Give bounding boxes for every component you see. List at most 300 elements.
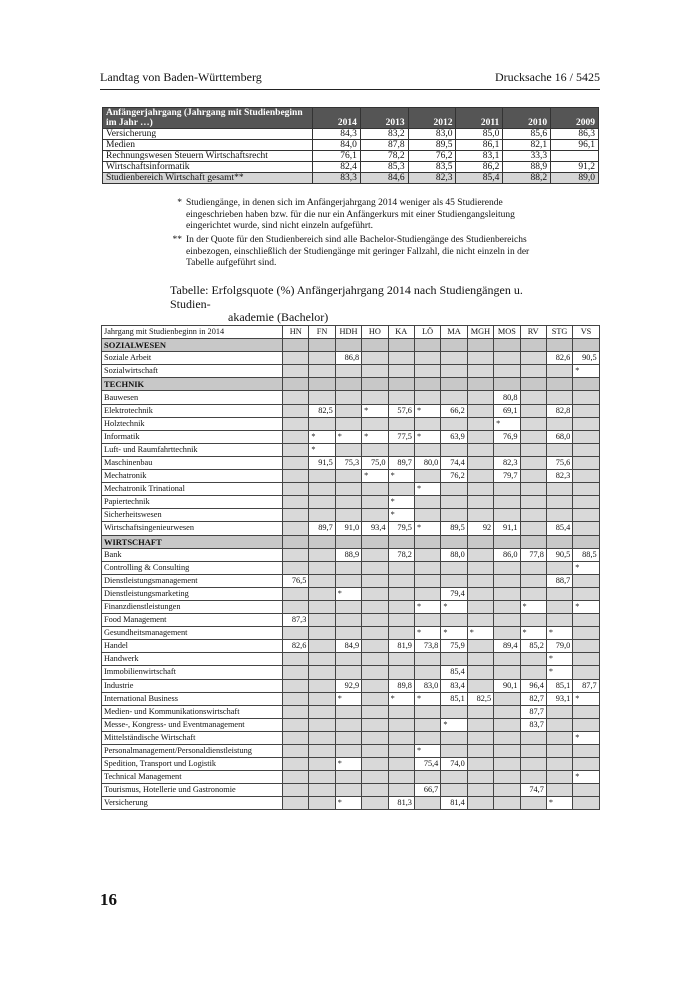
- table2-header-row: [102, 326, 600, 339]
- table2-section-cell: [520, 339, 546, 352]
- table2-cell: 57,6: [388, 404, 414, 417]
- table2-row: [102, 679, 600, 692]
- table2-cell: *: [362, 404, 388, 417]
- table2-cell: [494, 365, 520, 378]
- table2-cell: 93,4: [362, 522, 388, 535]
- table2-cell: [414, 731, 440, 744]
- table2-cell: [283, 509, 309, 522]
- table2-cell: *: [520, 600, 546, 613]
- table2-cell: [441, 561, 467, 574]
- table2-cell: [494, 745, 520, 758]
- table1-cell: 83,1: [456, 151, 503, 162]
- table2-cell: [309, 483, 335, 496]
- table1-year: 2010: [503, 108, 551, 129]
- table2-cell: [335, 771, 361, 784]
- table2-cell: [467, 391, 493, 404]
- table2-cell: [283, 483, 309, 496]
- table2-cell: 75,0: [362, 456, 388, 469]
- table2-cell: 90,5: [573, 352, 599, 365]
- table1-cell: 85,3: [360, 162, 408, 173]
- table2-cell: 86,0: [494, 548, 520, 561]
- table1-row-label: Studienbereich Wirtschaft gesamt**: [103, 173, 313, 184]
- table2-column-header: HN: [283, 326, 309, 339]
- table2-cell: [573, 587, 599, 600]
- table2-section-cell: [362, 339, 388, 352]
- table1-cell: 84,6: [360, 173, 408, 184]
- table2-row-label: Gesundheitsmanagement: [102, 627, 283, 640]
- table2-cell: *: [414, 692, 440, 705]
- table2-row: [102, 522, 600, 535]
- table2-cell: *: [309, 430, 335, 443]
- table2-row: [102, 548, 600, 561]
- table2-row: [102, 692, 600, 705]
- table2-cell: [520, 614, 546, 627]
- table2-cell: [283, 587, 309, 600]
- table2-cell: [362, 352, 388, 365]
- table2-cell: [335, 731, 361, 744]
- table2-cell: *: [573, 365, 599, 378]
- caption-line-1: Tabelle: Erfolgsquote (%) Anfängerjahrgang 2014 nach Studiengängen u. Studien-: [170, 283, 523, 311]
- table2-section-cell: [309, 378, 335, 391]
- table2-cell: [467, 718, 493, 731]
- table2-cell: [546, 705, 572, 718]
- table2-row-label: Immobilienwirtschaft: [102, 666, 283, 679]
- table2-cell: [362, 443, 388, 456]
- table2-cell: [467, 640, 493, 653]
- table1-year: 2011: [456, 108, 503, 129]
- table2-cell: [388, 600, 414, 613]
- table1-cell: 86,1: [456, 140, 503, 151]
- table2-cell: [494, 692, 520, 705]
- table2-cell: *: [414, 600, 440, 613]
- table2-cell: [467, 548, 493, 561]
- table2-cell: [414, 417, 440, 430]
- table2-section-cell: [362, 378, 388, 391]
- table2-row: [102, 561, 600, 574]
- table2-cell: [335, 391, 361, 404]
- table2-cell: [283, 417, 309, 430]
- table2-cell: 66,7: [414, 784, 440, 797]
- table2-cell: [520, 771, 546, 784]
- table2-row: [102, 640, 600, 653]
- table2-column-header: VS: [573, 326, 599, 339]
- table2-cell: [362, 365, 388, 378]
- table2-cell: [467, 587, 493, 600]
- table2-cell: *: [335, 758, 361, 771]
- table2-section-label: SOZIALWESEN: [102, 339, 283, 352]
- table2-cell: [362, 391, 388, 404]
- table2-cell: [494, 509, 520, 522]
- table2-cell: [494, 600, 520, 613]
- table2-cell: 88,9: [335, 548, 361, 561]
- table2-column-header: MA: [441, 326, 467, 339]
- table2-cell: [414, 653, 440, 666]
- table2-cell: [573, 627, 599, 640]
- table2-cell: [494, 561, 520, 574]
- table2-row: [102, 758, 600, 771]
- table2-cell: [283, 745, 309, 758]
- table1-row: [103, 162, 599, 173]
- table2-cell: [414, 705, 440, 718]
- table2-section-cell: [467, 535, 493, 548]
- table2-row: [102, 614, 600, 627]
- table2-cell: [388, 771, 414, 784]
- table2-cell: [546, 614, 572, 627]
- table2-cell: [467, 679, 493, 692]
- table2-cell: [441, 731, 467, 744]
- table1-cell: 88,2: [503, 173, 551, 184]
- table2-cell: [520, 391, 546, 404]
- table1-cell: 87,8: [360, 140, 408, 151]
- table2-cell: [520, 365, 546, 378]
- table1-cell: 91,2: [551, 162, 599, 173]
- table2-cell: [520, 666, 546, 679]
- table2-cell: [573, 653, 599, 666]
- table2-cell: 69,1: [494, 404, 520, 417]
- table2-cell: [388, 627, 414, 640]
- table2-cell: [414, 365, 440, 378]
- table2-cell: [573, 391, 599, 404]
- table1-cell: 82,1: [503, 140, 551, 151]
- table2-cell: [388, 391, 414, 404]
- table2-cell: [388, 561, 414, 574]
- table1-cell: 83,5: [408, 162, 456, 173]
- header-document-number: Drucksache 16 / 5425: [495, 70, 600, 84]
- table2-cell: [441, 574, 467, 587]
- table2-cell: [467, 365, 493, 378]
- table2-row-label: International Business: [102, 692, 283, 705]
- table2-cell: [467, 731, 493, 744]
- table2-cell: [283, 797, 309, 810]
- table2-row: [102, 718, 600, 731]
- table2-cell: 90,1: [494, 679, 520, 692]
- table2-cell: [362, 574, 388, 587]
- table2-cell: [309, 561, 335, 574]
- table2-cell: [362, 692, 388, 705]
- table2-cell: [520, 653, 546, 666]
- table2-cell: [283, 456, 309, 469]
- table2-cell: [546, 443, 572, 456]
- table2-row-label: Tourismus, Hotellerie und Gastronomie: [102, 784, 283, 797]
- table2-cell: [414, 718, 440, 731]
- table2-cell: *: [388, 509, 414, 522]
- table2-cell: *: [388, 470, 414, 483]
- header-publisher: Landtag von Baden-Württemberg: [100, 70, 262, 84]
- table2-section-cell: [388, 535, 414, 548]
- table2-section-cell: [335, 535, 361, 548]
- table2-row-label: Elektrotechnik: [102, 404, 283, 417]
- table2-cell: 74,7: [520, 784, 546, 797]
- table2-cell: [546, 600, 572, 613]
- table2-cell: 83,4: [441, 679, 467, 692]
- table2-cell: [494, 705, 520, 718]
- table2-cell: [467, 496, 493, 509]
- table2-section-cell: [283, 378, 309, 391]
- table2-cell: [414, 771, 440, 784]
- table2-cell: [467, 456, 493, 469]
- table2-row-label: Maschinenbau: [102, 456, 283, 469]
- table2-row: [102, 784, 600, 797]
- table2-cell: [283, 430, 309, 443]
- table2-cell: [546, 561, 572, 574]
- table2-cell: *: [362, 470, 388, 483]
- table2-cell: [309, 496, 335, 509]
- table2-row-label: Industrie: [102, 679, 283, 692]
- table2-cell: [573, 705, 599, 718]
- table2-row-label: Soziale Arbeit: [102, 352, 283, 365]
- table2-cell: [546, 483, 572, 496]
- table1-cell: 83,0: [408, 129, 456, 140]
- table1-year: 2012: [408, 108, 456, 129]
- table2-cell: [494, 443, 520, 456]
- table2-section-cell: [362, 535, 388, 548]
- footnote-mark: *: [177, 198, 182, 208]
- table2-cell: *: [414, 430, 440, 443]
- table2-cell: [441, 483, 467, 496]
- caption-line-2: akademie (Bachelor): [228, 310, 329, 324]
- table2-cell: [309, 718, 335, 731]
- table2-cell: 89,5: [441, 522, 467, 535]
- table2-cell: [283, 561, 309, 574]
- table2-row-label: Handel: [102, 640, 283, 653]
- table2-cell: 89,7: [388, 456, 414, 469]
- table2-cell: [414, 391, 440, 404]
- table2-cell: [362, 666, 388, 679]
- table2-row: [102, 771, 600, 784]
- table2-section-label: TECHNIK: [102, 378, 283, 391]
- table2-cell: *: [335, 587, 361, 600]
- table2-cell: 77,5: [388, 430, 414, 443]
- table2-cell: [283, 404, 309, 417]
- table2-cell: [388, 483, 414, 496]
- table2-cell: 66,2: [441, 404, 467, 417]
- table2-cell: *: [573, 731, 599, 744]
- table2-column-header: RV: [520, 326, 546, 339]
- table2-cell: [573, 456, 599, 469]
- table2-cell: [362, 600, 388, 613]
- table2-cell: [388, 417, 414, 430]
- table2-section-cell: [441, 535, 467, 548]
- table2-cell: [283, 679, 309, 692]
- table2-row-label: Versicherung: [102, 797, 283, 810]
- table2-row: [102, 587, 600, 600]
- table2-cell: [335, 627, 361, 640]
- table2-cell: [283, 391, 309, 404]
- table1-year: 2013: [360, 108, 408, 129]
- table2-section-cell: [573, 339, 599, 352]
- table2-cell: [573, 404, 599, 417]
- table2-cell: [520, 731, 546, 744]
- table2-cell: *: [573, 600, 599, 613]
- table2-cell: [520, 483, 546, 496]
- table2-cell: [520, 430, 546, 443]
- table2-cell: [441, 745, 467, 758]
- table2-cell: [309, 627, 335, 640]
- table1-cell: 88,9: [503, 162, 551, 173]
- table2-section-cell: [309, 535, 335, 548]
- table2-section-cell: [414, 339, 440, 352]
- table2-row-label: Handwerk: [102, 653, 283, 666]
- table2-cell: 85,1: [441, 692, 467, 705]
- table2-cell: 75,3: [335, 456, 361, 469]
- table2-row-label: Sicherheitswesen: [102, 509, 283, 522]
- table2-cell: [362, 718, 388, 731]
- table2-cell: 92: [467, 522, 493, 535]
- table2-cell: [335, 470, 361, 483]
- table1-row-label: Wirtschaftsinformatik: [103, 162, 313, 173]
- table2-row: [102, 745, 600, 758]
- table2-section-cell: [520, 535, 546, 548]
- table2-cell: *: [520, 627, 546, 640]
- table2-cell: 85,2: [520, 640, 546, 653]
- table2-cell: [520, 404, 546, 417]
- table2-cell: [335, 574, 361, 587]
- table2-row-label: Papiertechnik: [102, 496, 283, 509]
- table2-section-cell: [388, 339, 414, 352]
- table2-cell: [283, 718, 309, 731]
- table2-cell: [546, 391, 572, 404]
- success-rate-by-year-table: [102, 107, 599, 184]
- table2-cell: [494, 574, 520, 587]
- table2-column-header: KA: [388, 326, 414, 339]
- table2-row: [102, 365, 600, 378]
- table2-cell: [283, 365, 309, 378]
- table2-cell: [309, 417, 335, 430]
- table2-row: [102, 666, 600, 679]
- table2-cell: [494, 771, 520, 784]
- table2-cell: [388, 705, 414, 718]
- table2-column-header: HO: [362, 326, 388, 339]
- table2-row: [102, 483, 600, 496]
- table2-cell: 82,6: [283, 640, 309, 653]
- table2-cell: [335, 561, 361, 574]
- table1-cell: 82,3: [408, 173, 456, 184]
- table2-row-label: Holztechnik: [102, 417, 283, 430]
- table2-row: [102, 443, 600, 456]
- table2-cell: [309, 365, 335, 378]
- table1-year: 2009: [551, 108, 599, 129]
- table2-section-cell: [309, 339, 335, 352]
- table2-section-cell: [467, 339, 493, 352]
- table2-cell: 73,8: [414, 640, 440, 653]
- table2-cell: [362, 614, 388, 627]
- table2-cell: [467, 443, 493, 456]
- table2-cell: [546, 496, 572, 509]
- table2-cell: [309, 470, 335, 483]
- table2-cell: [362, 483, 388, 496]
- table2-cell: [546, 365, 572, 378]
- table2-cell: *: [388, 496, 414, 509]
- table2-cell: 75,4: [414, 758, 440, 771]
- table2-cell: *: [414, 745, 440, 758]
- table2-section-cell: [573, 535, 599, 548]
- table2-cell: [388, 758, 414, 771]
- table2-cell: [467, 417, 493, 430]
- table1-cell: 78,2: [360, 151, 408, 162]
- table2-row-label: Personalmanagement/Personaldienstleistung: [102, 745, 283, 758]
- table-caption: [170, 284, 550, 325]
- table2-cell: *: [573, 692, 599, 705]
- table2-cell: [467, 666, 493, 679]
- table1-cell: 89,5: [408, 140, 456, 151]
- table2-cell: [467, 784, 493, 797]
- table2-cell: [467, 771, 493, 784]
- table2-cell: 87,7: [520, 705, 546, 718]
- table2-row: [102, 705, 600, 718]
- table2-cell: [520, 574, 546, 587]
- table2-cell: 76,2: [441, 470, 467, 483]
- table2-cell: *: [546, 666, 572, 679]
- table2-cell: 91,1: [494, 522, 520, 535]
- table2-cell: 76,5: [283, 574, 309, 587]
- table2-row: [102, 391, 600, 404]
- table2-cell: *: [441, 627, 467, 640]
- table2-section-cell: [335, 378, 361, 391]
- table2-cell: 68,0: [546, 430, 572, 443]
- table2-cell: [494, 797, 520, 810]
- table2-cell: [494, 483, 520, 496]
- table2-row-label: Dienstleistungsmanagement: [102, 574, 283, 587]
- table2-row: [102, 653, 600, 666]
- table2-cell: *: [414, 522, 440, 535]
- table2-row: [102, 797, 600, 810]
- table2-cell: [494, 352, 520, 365]
- table2-row: [102, 430, 600, 443]
- table2-cell: [441, 365, 467, 378]
- table2-cell: 92,9: [335, 679, 361, 692]
- table2-section-cell: [573, 378, 599, 391]
- table2-cell: [309, 692, 335, 705]
- table2-cell: 79,0: [546, 640, 572, 653]
- table2-cell: [309, 771, 335, 784]
- table2-cell: [441, 705, 467, 718]
- table2-cell: [520, 745, 546, 758]
- table2-cell: [573, 784, 599, 797]
- table2-cell: [546, 731, 572, 744]
- table2-cell: [283, 470, 309, 483]
- table2-cell: [520, 758, 546, 771]
- table2-cell: [467, 352, 493, 365]
- table2-cell: [414, 548, 440, 561]
- table2-cell: 96,4: [520, 679, 546, 692]
- table2-column-header: HDH: [335, 326, 361, 339]
- table1-row-label: Medien: [103, 140, 313, 151]
- table2-cell: [283, 443, 309, 456]
- table1-cell: 83,3: [313, 173, 361, 184]
- table2-cell: [362, 758, 388, 771]
- table2-cell: [335, 509, 361, 522]
- table2-cell: [388, 653, 414, 666]
- table2-cell: [362, 587, 388, 600]
- table2-cell: [494, 666, 520, 679]
- table2-cell: [309, 666, 335, 679]
- table2-cell: [362, 705, 388, 718]
- table2-cell: [573, 614, 599, 627]
- table2-cell: 87,7: [573, 679, 599, 692]
- table2-column-header: LÖ: [414, 326, 440, 339]
- table2-cell: [520, 456, 546, 469]
- table2-section-row: [102, 535, 600, 548]
- table2-cell: [388, 443, 414, 456]
- table2-cell: [388, 745, 414, 758]
- table2-row-label: Luft- und Raumfahrttechnik: [102, 443, 283, 456]
- table1-row: [103, 129, 599, 140]
- table2-cell: [520, 561, 546, 574]
- table2-cell: [283, 627, 309, 640]
- table2-cell: 82,8: [546, 404, 572, 417]
- table2-cell: [362, 771, 388, 784]
- table2-row-label: Food Management: [102, 614, 283, 627]
